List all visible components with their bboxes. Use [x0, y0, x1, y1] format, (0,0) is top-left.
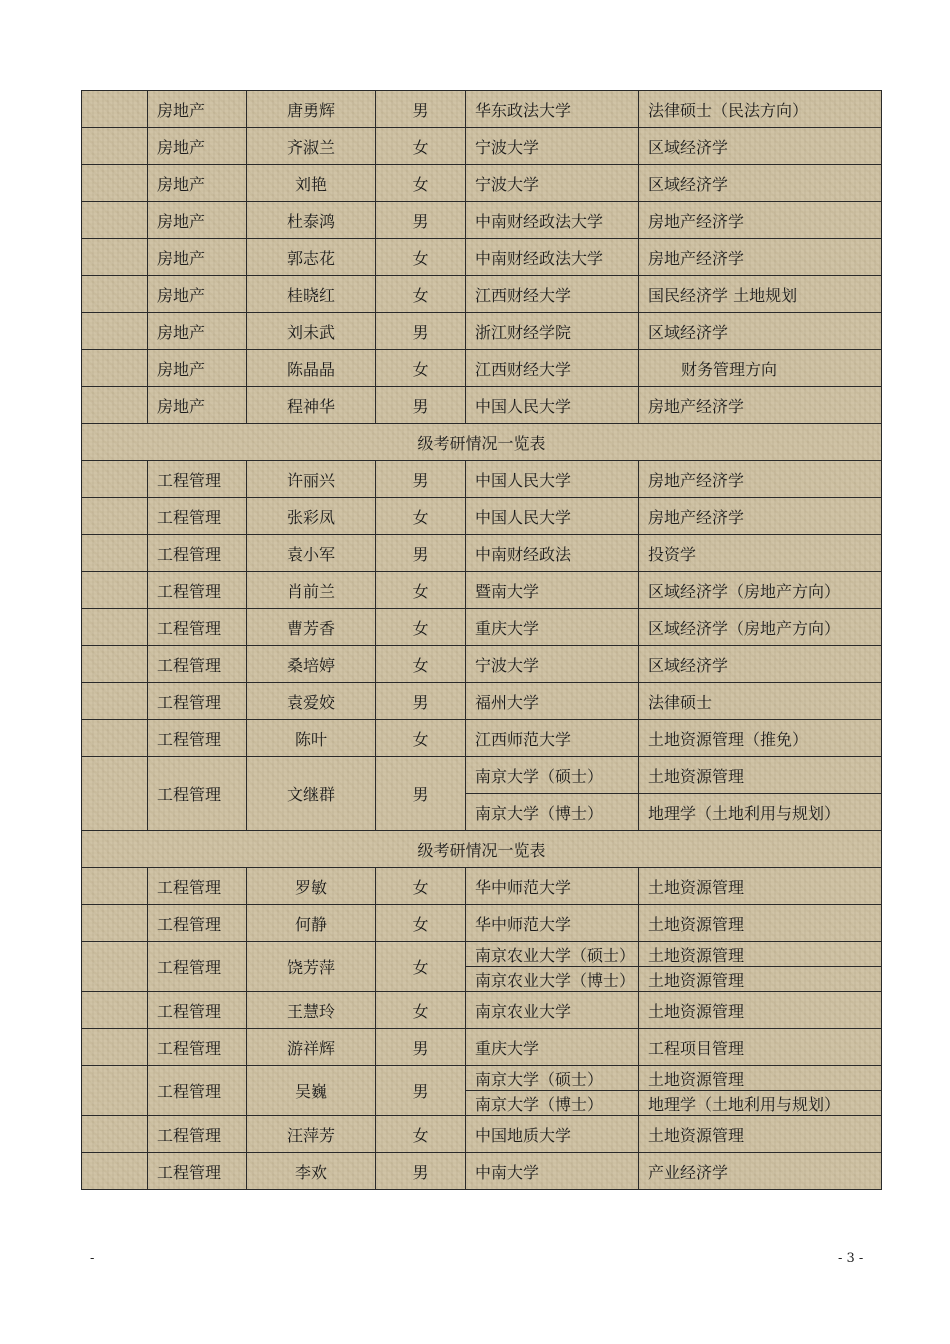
school-cell: 南京农业大学: [466, 992, 639, 1029]
index-cell: [82, 165, 148, 202]
major-cell: 工程管理: [148, 498, 247, 535]
gender-cell: 女: [376, 1116, 466, 1153]
gender-cell: 女: [376, 276, 466, 313]
field-cell: 土地资源管理（推免）: [639, 720, 882, 757]
index-cell: [82, 683, 148, 720]
index-cell: [82, 202, 148, 239]
gender-cell: 女: [376, 350, 466, 387]
name-cell: 桂晓红: [247, 276, 376, 313]
gender-cell: 女: [376, 609, 466, 646]
school-cell: 南京大学（博士）: [466, 1091, 639, 1116]
index-cell: [82, 720, 148, 757]
table-row: [82, 720, 882, 757]
school-cell: 福州大学: [466, 683, 639, 720]
index-cell: [82, 276, 148, 313]
name-cell: 袁小军: [247, 535, 376, 572]
major-cell: 房地产: [148, 165, 247, 202]
major-cell: 工程管理: [148, 942, 247, 992]
major-cell: 房地产: [148, 276, 247, 313]
name-cell: 李欢: [247, 1153, 376, 1190]
name-cell: 陈晶晶: [247, 350, 376, 387]
gender-cell: 男: [376, 387, 466, 424]
name-cell: 曹芳香: [247, 609, 376, 646]
name-cell: 肖前兰: [247, 572, 376, 609]
gender-cell: 女: [376, 498, 466, 535]
index-cell: [82, 128, 148, 165]
field-cell: 地理学（土地利用与规划）: [639, 1091, 882, 1116]
section-title-row: [82, 831, 882, 868]
postgraduate-table: [81, 90, 882, 1190]
section-title-row: [82, 424, 882, 461]
field-cell: 土地资源管理: [639, 905, 882, 942]
name-cell: 程神华: [247, 387, 376, 424]
index-cell: [82, 942, 148, 992]
name-cell: 唐勇辉: [247, 91, 376, 128]
gender-cell: 女: [376, 646, 466, 683]
table-row: [82, 535, 882, 572]
school-cell: 中国人民大学: [466, 387, 639, 424]
name-cell: 陈叶: [247, 720, 376, 757]
table-row: [82, 1116, 882, 1153]
school-cell: 中南大学: [466, 1153, 639, 1190]
gender-cell: 女: [376, 992, 466, 1029]
gender-cell: 男: [376, 202, 466, 239]
table-row: [82, 461, 882, 498]
field-cell: 产业经济学: [639, 1153, 882, 1190]
school-cell: 宁波大学: [466, 128, 639, 165]
field-cell: 工程项目管理: [639, 1029, 882, 1066]
name-cell: 王慧玲: [247, 992, 376, 1029]
index-cell: [82, 868, 148, 905]
table-row: [82, 992, 882, 1029]
field-cell: 国民经济学 土地规划: [639, 276, 882, 313]
gender-cell: 女: [376, 128, 466, 165]
name-cell: 桑培婷: [247, 646, 376, 683]
index-cell: [82, 609, 148, 646]
gender-cell: 女: [376, 239, 466, 276]
name-cell: 汪萍芳: [247, 1116, 376, 1153]
school-cell: 浙江财经学院: [466, 313, 639, 350]
school-cell: 南京农业大学（硕士）: [466, 942, 639, 967]
field-cell: 区域经济学（房地产方向）: [639, 609, 882, 646]
major-cell: 房地产: [148, 91, 247, 128]
gender-cell: 女: [376, 905, 466, 942]
gender-cell: 男: [376, 757, 466, 831]
gender-cell: 女: [376, 572, 466, 609]
school-cell: 中南财经政法大学: [466, 239, 639, 276]
name-cell: 罗敏: [247, 868, 376, 905]
index-cell: [82, 1116, 148, 1153]
name-cell: 文继群: [247, 757, 376, 831]
school-cell: 宁波大学: [466, 646, 639, 683]
table-row: [82, 646, 882, 683]
school-cell: 重庆大学: [466, 609, 639, 646]
table-row: [82, 942, 882, 967]
table-row: [82, 1153, 882, 1190]
major-cell: 工程管理: [148, 720, 247, 757]
school-cell: 中国人民大学: [466, 461, 639, 498]
index-cell: [82, 646, 148, 683]
page-number: - 3 -: [838, 1251, 864, 1266]
major-cell: 工程管理: [148, 609, 247, 646]
gender-cell: 男: [376, 683, 466, 720]
field-cell: 财务管理方向: [639, 350, 882, 387]
name-cell: 许丽兴: [247, 461, 376, 498]
field-cell: 房地产经济学: [639, 387, 882, 424]
table-row: [82, 387, 882, 424]
gender-cell: 女: [376, 868, 466, 905]
name-cell: 刘未武: [247, 313, 376, 350]
table-row: [82, 165, 882, 202]
gender-cell: 男: [376, 1029, 466, 1066]
index-cell: [82, 905, 148, 942]
major-cell: 房地产: [148, 387, 247, 424]
table-row: [82, 276, 882, 313]
field-cell: 房地产经济学: [639, 202, 882, 239]
gender-cell: 女: [376, 942, 466, 992]
major-cell: 工程管理: [148, 461, 247, 498]
table-row: [82, 202, 882, 239]
name-cell: 张彩凤: [247, 498, 376, 535]
table-row: [82, 498, 882, 535]
major-cell: 工程管理: [148, 1153, 247, 1190]
gender-cell: 男: [376, 535, 466, 572]
major-cell: 房地产: [148, 128, 247, 165]
field-cell: 房地产经济学: [639, 461, 882, 498]
table-row: [82, 128, 882, 165]
school-cell: 华东政法大学: [466, 91, 639, 128]
major-cell: 工程管理: [148, 572, 247, 609]
name-cell: 游祥辉: [247, 1029, 376, 1066]
major-cell: 工程管理: [148, 992, 247, 1029]
table-row: [82, 1029, 882, 1066]
index-cell: [82, 91, 148, 128]
table-row: [82, 905, 882, 942]
field-cell: 区域经济学: [639, 646, 882, 683]
major-cell: 工程管理: [148, 868, 247, 905]
section-title: 级考研情况一览表: [82, 424, 882, 461]
field-cell: 土地资源管理: [639, 1116, 882, 1153]
major-cell: 房地产: [148, 202, 247, 239]
school-cell: 江西财经大学: [466, 350, 639, 387]
name-cell: 何静: [247, 905, 376, 942]
field-cell: 土地资源管理: [639, 942, 882, 967]
table-row: [82, 757, 882, 794]
major-cell: 工程管理: [148, 1029, 247, 1066]
table-row: [82, 683, 882, 720]
index-cell: [82, 1029, 148, 1066]
table-row: [82, 91, 882, 128]
school-cell: 华中师范大学: [466, 905, 639, 942]
field-cell: 法律硕士: [639, 683, 882, 720]
index-cell: [82, 239, 148, 276]
school-cell: 暨南大学: [466, 572, 639, 609]
gender-cell: 男: [376, 313, 466, 350]
name-cell: 袁爱姣: [247, 683, 376, 720]
field-cell: 区域经济学: [639, 165, 882, 202]
school-cell: 南京大学（硕士）: [466, 757, 639, 794]
table-row: [82, 1066, 882, 1091]
index-cell: [82, 572, 148, 609]
gender-cell: 男: [376, 1066, 466, 1116]
field-cell: 土地资源管理: [639, 992, 882, 1029]
school-cell: 宁波大学: [466, 165, 639, 202]
field-cell: 区域经济学（房地产方向）: [639, 572, 882, 609]
major-cell: 工程管理: [148, 646, 247, 683]
field-cell: 房地产经济学: [639, 239, 882, 276]
field-cell: 土地资源管理: [639, 757, 882, 794]
field-cell: 土地资源管理: [639, 868, 882, 905]
field-cell: 房地产经济学: [639, 498, 882, 535]
index-cell: [82, 757, 148, 831]
major-cell: 工程管理: [148, 905, 247, 942]
table-row: [82, 239, 882, 276]
major-cell: 工程管理: [148, 1066, 247, 1116]
index-cell: [82, 535, 148, 572]
school-cell: 重庆大学: [466, 1029, 639, 1066]
index-cell: [82, 387, 148, 424]
name-cell: 杜泰鸿: [247, 202, 376, 239]
name-cell: 郭志花: [247, 239, 376, 276]
major-cell: 工程管理: [148, 757, 247, 831]
name-cell: 饶芳萍: [247, 942, 376, 992]
section-title: 级考研情况一览表: [82, 831, 882, 868]
index-cell: [82, 498, 148, 535]
field-cell: 区域经济学: [639, 128, 882, 165]
table-row: [82, 609, 882, 646]
school-cell: 中国人民大学: [466, 498, 639, 535]
name-cell: 刘艳: [247, 165, 376, 202]
major-cell: 房地产: [148, 239, 247, 276]
index-cell: [82, 313, 148, 350]
school-cell: 南京农业大学（博士）: [466, 967, 639, 992]
school-cell: 南京大学（硕士）: [466, 1066, 639, 1091]
table-row: [82, 313, 882, 350]
school-cell: 南京大学（博士）: [466, 794, 639, 831]
index-cell: [82, 1153, 148, 1190]
gender-cell: 男: [376, 91, 466, 128]
field-cell: 投资学: [639, 535, 882, 572]
school-cell: 中国地质大学: [466, 1116, 639, 1153]
school-cell: 中南财经政法: [466, 535, 639, 572]
school-cell: 中南财经政法大学: [466, 202, 639, 239]
name-cell: 齐淑兰: [247, 128, 376, 165]
index-cell: [82, 350, 148, 387]
table-row: [82, 350, 882, 387]
gender-cell: 女: [376, 165, 466, 202]
major-cell: 工程管理: [148, 683, 247, 720]
name-cell: 吴巍: [247, 1066, 376, 1116]
field-cell: 土地资源管理: [639, 967, 882, 992]
footer-left-mark: -: [90, 1251, 95, 1266]
index-cell: [82, 1066, 148, 1116]
field-cell: 土地资源管理: [639, 1066, 882, 1091]
field-cell: 法律硕士（民法方向）: [639, 91, 882, 128]
major-cell: 工程管理: [148, 1116, 247, 1153]
table-row: [82, 868, 882, 905]
school-cell: 江西师范大学: [466, 720, 639, 757]
major-cell: 房地产: [148, 350, 247, 387]
school-cell: 华中师范大学: [466, 868, 639, 905]
field-cell: 地理学（土地利用与规划）: [639, 794, 882, 831]
school-cell: 江西财经大学: [466, 276, 639, 313]
index-cell: [82, 992, 148, 1029]
major-cell: 房地产: [148, 313, 247, 350]
gender-cell: 男: [376, 1153, 466, 1190]
major-cell: 工程管理: [148, 535, 247, 572]
field-cell: 区域经济学: [639, 313, 882, 350]
index-cell: [82, 461, 148, 498]
gender-cell: 女: [376, 720, 466, 757]
gender-cell: 男: [376, 461, 466, 498]
table-row: [82, 572, 882, 609]
